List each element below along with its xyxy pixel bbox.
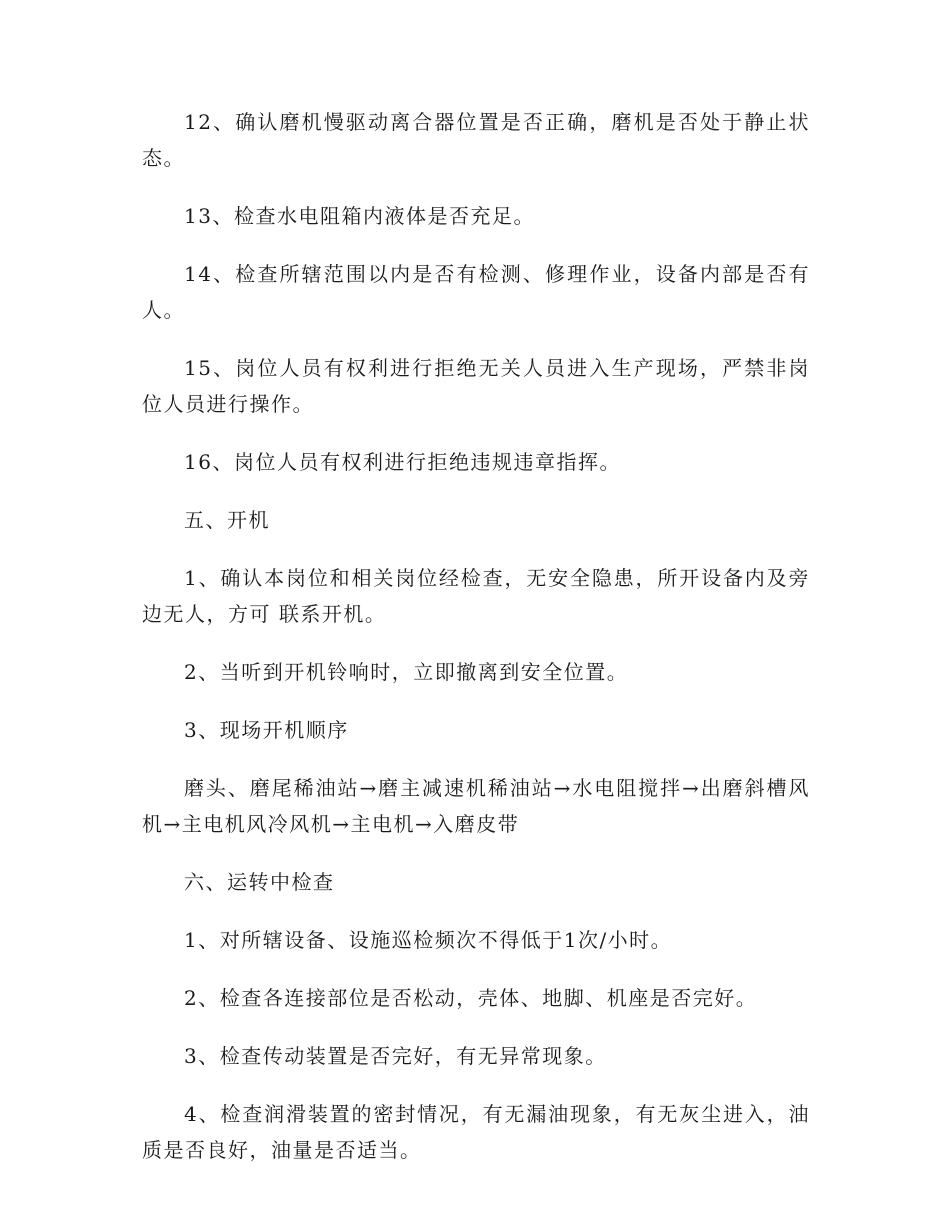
check-item-4: 4、检查润滑装置的密封情况，有无漏油现象，有无灰尘进入，油质是否良好，油量是否适当。	[142, 1102, 810, 1162]
start-step-2: 2、当听到开机铃响时，立即撤离到安全位置。	[184, 660, 629, 684]
start-step-3: 3、现场开机顺序	[184, 718, 349, 742]
check-item-1: 1、对所辖设备、设施巡检频次不得低于1次/小时。	[184, 928, 673, 952]
paragraph-item-16: 16、岗位人员有权利进行拒绝违规违章指挥。	[184, 450, 621, 474]
paragraph-item-12: 12、确认磨机慢驱动离合器位置是否正确，磨机是否处于静止状态。	[142, 110, 810, 170]
start-sequence: 磨头、磨尾稀油站→磨主减速机稀油站→水电阻搅拌→出磨斜槽风机→主电机风冷风机→主电机→入磨皮带	[142, 776, 810, 836]
paragraph-item-14: 14、检查所辖范围以内是否有检测、修理作业，设备内部是否有人。	[142, 262, 810, 322]
section-heading-start: 五、开机	[184, 508, 270, 532]
check-item-2: 2、检查各连接部位是否松动，壳体、地脚、机座是否完好。	[184, 986, 758, 1010]
paragraph-item-15: 15、岗位人员有权利进行拒绝无关人员进入生产现场，严禁非岗位人员进行操作。	[142, 356, 810, 416]
section-heading-running-check: 六、运转中检查	[184, 870, 335, 894]
paragraph-item-13: 13、检查水电阻箱内液体是否充足。	[184, 204, 535, 228]
start-step-1: 1、确认本岗位和相关岗位经检查，无安全隐患，所开设备内及旁边无人，方可 联系开机。	[142, 566, 810, 626]
document-body	[142, 104, 810, 1190]
check-item-3: 3、检查传动装置是否完好，有无异常现象。	[184, 1044, 607, 1068]
